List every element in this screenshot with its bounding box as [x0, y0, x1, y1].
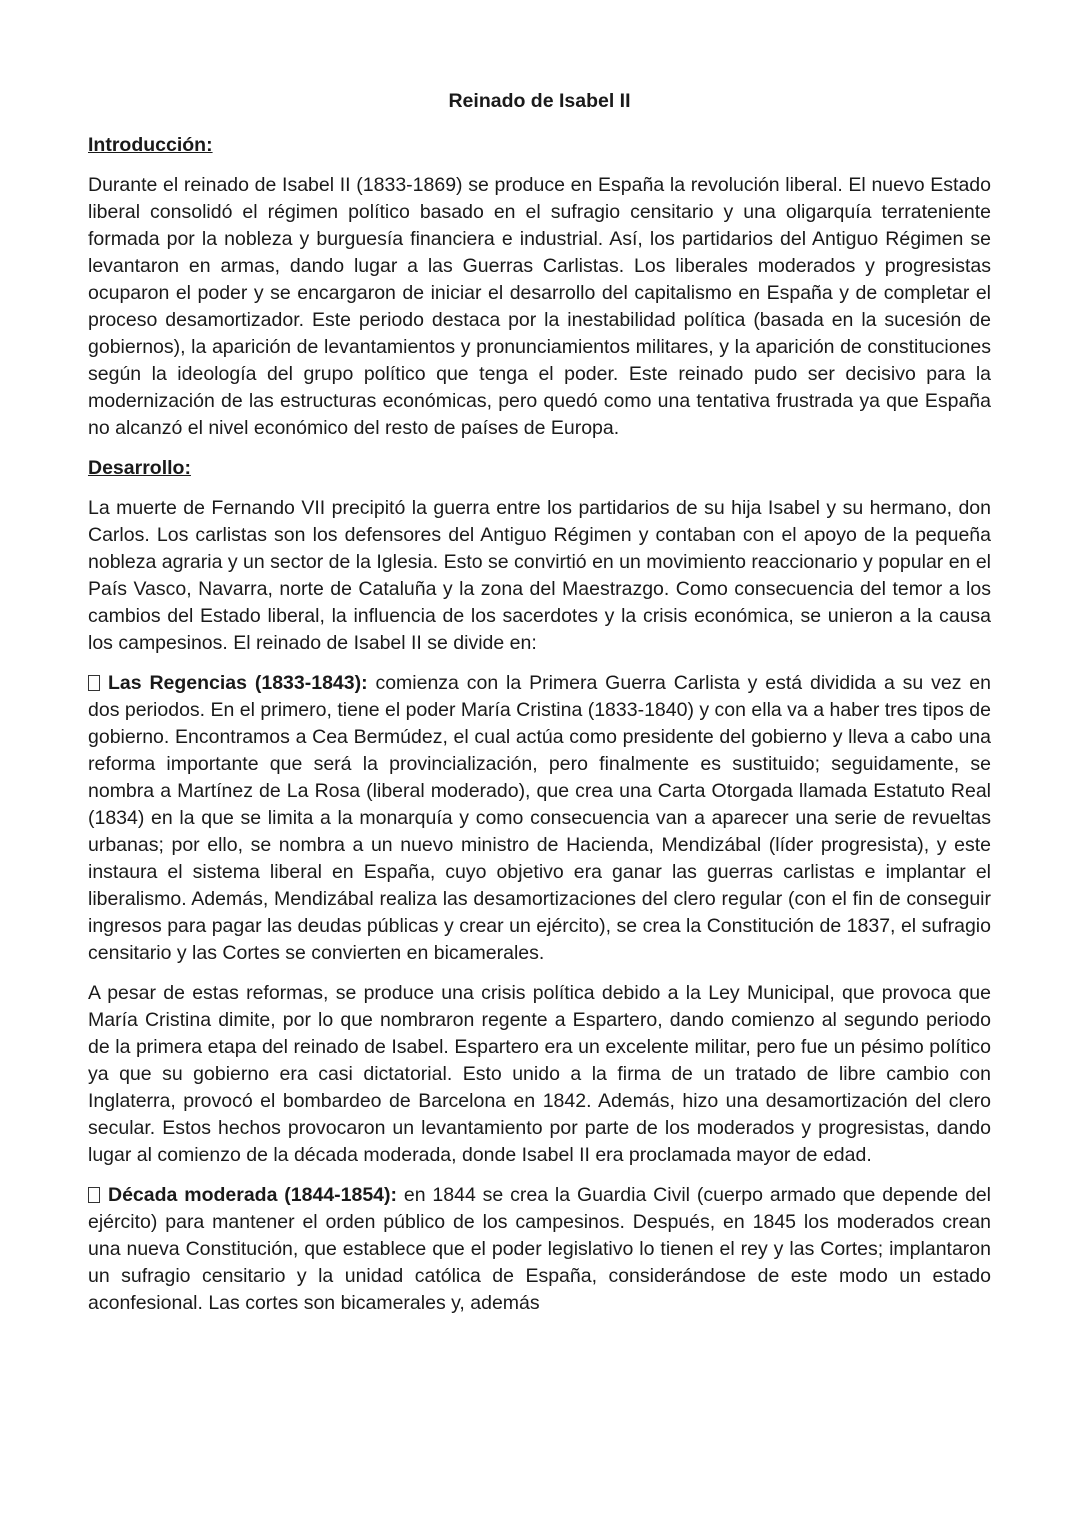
document-title: Reinado de Isabel II [448, 90, 631, 112]
regencias-paragraph [88, 670, 991, 967]
regencias-text: comienza con la Primera Guerra Carlista y está dividida a su vez en dos periodos. En el primero, tiene el poder María Cristina (1833-1840) y con ella va a haber tres tipos de gobierno. Encontramos a Cea Bermúdez, el cual actúa como presidente del gobierno y lleva a cabo una reforma importante que será la provincialización, pero finalmente es sustituido; seguidamente, se nombra a Martínez de La Rosa (liberal moderado), que crea una Carta Otorgada llamada Estatuto Real (1834) en la que se limita a la monarquía y como consecuencia van a aparecer una serie de revueltas urbanas; por ello, se nombra a un nuevo ministro de Hacienda, Mendizábal (líder progresista), y este instaura el sistema liberal en España, cuyo objetivo era ganar las guerras carlistas e implantar el liberalismo. Además, Mendizábal realiza las desamortizaciones del clero regular (con el fin de conseguir ingresos para pagar las deudas públicas y crear un ejército), se crea la Constitución de 1837, el sufragio censitario y las Cortes se convierten en bicamerales. [88, 672, 992, 964]
decada-text: en 1844 se crea la Guardia Civil (cuerpo armado que depende del ejército) para mantener el orden público de los campesinos. Después, en 1845 los moderados crean una nueva Constitución, que establece que el poder legislativo lo tienen el rey y las Cortes; implantaron un sufragio censitario y la unidad católica de España, considerándose de este modo un estado aconfesional. Las cortes son bicamerales y, además [88, 1184, 992, 1314]
bullet-box-icon [88, 675, 100, 691]
decada-paragraph [88, 1182, 991, 1317]
regencias-label: Las Regencias (1833-1843): [108, 672, 368, 694]
intro-heading: Introducción: [88, 134, 213, 156]
decada-label: Década moderada (1844-1854): [108, 1184, 398, 1206]
development-paragraph: La muerte de Fernando VII precipitó la guerra entre los partidarios de su hija Isabel y su hermano, don Carlos. Los carlistas son los defensores del Antiguo Régimen y contaban con el apoyo de la pequeña nobleza agraria y un sector de la Iglesia. Esto se convirtió en un movimiento reaccionario y popular en el País Vasco, Navarra, norte de Cataluña y la zona del Maestrazgo. Como consecuencia del temor a los cambios del Estado liberal, la influencia de los sacerdotes y la crisis económica, se unieron a la causa los campesinos. El reinado de Isabel II se divide en: [88, 497, 991, 654]
bullet-box-icon [88, 1187, 100, 1203]
intro-paragraph: Durante el reinado de Isabel II (1833-1869) se produce en España la revolución liberal. El nuevo Estado liberal consolidó el régimen político basado en el sufragio censitario y una oligarquía terrateniente formada por la nobleza y burguesía financiera e industrial. Así, los partidarios del Antiguo Régimen se levantaron en armas, dando lugar a las Guerras Carlistas. Los liberales moderados y progresistas ocuparon el poder y se encargaron de iniciar el desarrollo del capitalismo en España y de completar el proceso desamortizador. Este periodo destaca por la inestabilidad política (basada en la sucesión de gobiernos), la aparición de levantamientos y pronunciamientos militares, y la aparición de constituciones según la ideología del grupo político que tenga el poder. Este reinado pudo ser decisivo para la modernización de las estructuras económicas, pero quedó como una tentativa frustrada ya que España no alcanzó el nivel económico del resto de países de Europa. [88, 174, 991, 439]
development-heading: Desarrollo: [88, 457, 191, 479]
espartero-paragraph: A pesar de estas reformas, se produce una crisis política debido a la Ley Municipal, que provoca que María Cristina dimite, por lo que nombraron regente a Espartero, dando comienzo al segundo periodo de la primera etapa del reinado de Isabel. Espartero era un excelente militar, pero fue un pésimo político ya que su gobierno era casi dictatorial. Esto unido a la firma de un tratado de libre cambio con Inglaterra, provocó el bombardeo de Barcelona en 1842. Además, hizo una desamortización del clero secular. Estos hechos provocaron un levantamiento por parte de los moderados y progresistas, dando lugar al comienzo de la década moderada, donde Isabel II era proclamada mayor de edad. [88, 982, 991, 1166]
